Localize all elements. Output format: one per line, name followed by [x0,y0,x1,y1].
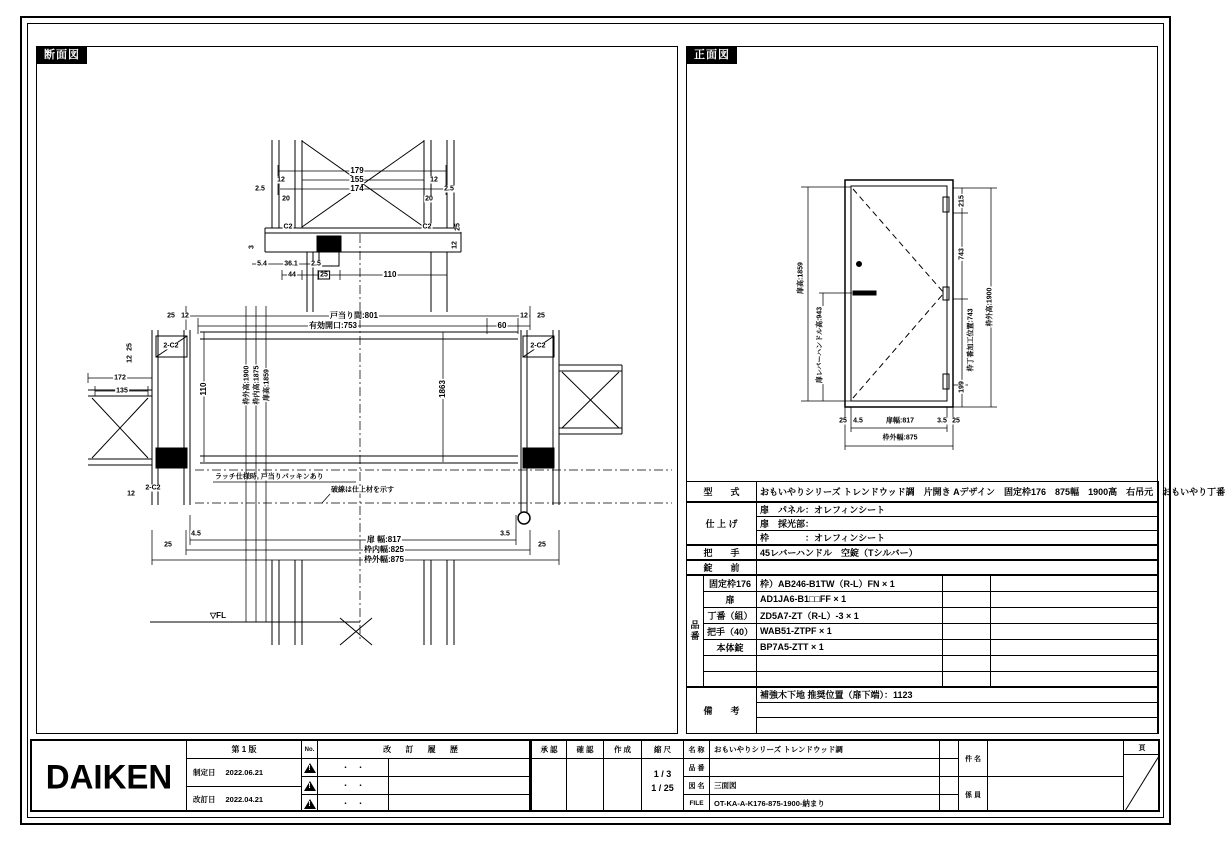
dim-label: 12 [181,312,189,320]
dim-label: 25 [952,417,960,425]
spec-part-extra [991,575,1159,591]
dim-label: 4.5 [853,417,863,425]
spare-cell [940,759,959,777]
page-diagonal-line [1124,755,1160,812]
dim-label: 扉 幅:817 [366,535,402,544]
revision-history-desc [389,759,530,777]
dim-label: 扉レバーハンドル高:943 [816,306,824,384]
dim-label: 扉高:1859 [797,262,805,294]
revision-history-desc [389,777,530,795]
drawing-name-label: 図 名 [684,777,710,795]
spec-part-number: BP7A5-ZTT × 1 [757,639,943,655]
spec-part-name [704,671,757,687]
spec-part-number [757,655,943,671]
dim-label: 扉高:1859 [263,369,271,401]
dim-label: 25 [538,541,546,549]
name-label: 名 称 [684,741,710,759]
dim-label: C2 [422,223,432,231]
dim-label: 4.5 [191,530,201,538]
warning-triangle-icon: ! [304,763,316,773]
dim-label: 135 [116,387,128,395]
dim-label: 20 [425,195,433,203]
dim-label: 743 [958,248,966,260]
dim-label: 扉幅:817 [885,417,915,425]
dim-label: 174 [350,184,364,193]
dim-label: 枠外高:1900 [986,287,994,327]
dim-label: 5.4 [257,260,267,268]
drawing-name-value: 三面図 [710,777,940,795]
spec-part-number: 枠）AB246-B1TW（R-L）FN × 1 [757,575,943,591]
dim-label: 1863 [438,380,447,398]
dim-label: 枠外高:1900 [243,365,251,405]
dim-label: 25 [537,312,545,320]
dim-label: 25 [839,417,847,425]
dim-label: 60 [497,321,507,330]
spec-part-extra [943,575,991,591]
spec-part-extra [991,591,1159,607]
scale-value-2: 1 / 25 [651,783,674,794]
revised-date-value: 2022.04.21 [225,795,264,804]
dim-label: 2-C2 [163,342,179,350]
spec-finish-door-light: 扉 採光部： [757,517,1159,531]
dim-label: 12 [430,176,438,184]
enacted-date-value: 2022.06.21 [225,768,264,777]
spec-part-extra [943,639,991,655]
dim-label: ▽FL [210,611,226,620]
name-value: おもいやりシリーズ トレンドウッド調 [710,741,940,759]
revision-history-date: ・ ・ [318,795,389,812]
check-header: 確 認 [567,741,604,759]
dim-label: 12 [126,355,134,363]
dim-label: C2 [283,223,293,231]
dim-label: 3.5 [937,417,947,425]
spec-part-number: WAB51-ZTPF × 1 [757,623,943,639]
section-view-tab: 断面図 [37,47,87,64]
dim-label: 破線は仕上材を示す [331,486,394,494]
spec-part-extra [943,607,991,623]
approval-cell [532,759,567,812]
spec-part-name: 丁番（組） [704,607,757,623]
author-header: 作 成 [604,741,642,759]
spec-part-name: 本体錠 [704,639,757,655]
dim-label: 2-C2 [530,342,546,350]
subject-label: 件 名 [959,741,988,777]
dim-label: 枠内幅:825 [363,545,405,554]
front-view-tab: 正面図 [687,47,737,64]
product-number-value [710,759,940,777]
dim-label: 戸当り間:801 [329,311,379,320]
dim-label: 110 [199,382,208,396]
dim-label: 2.5 [255,185,265,193]
revised-date-label: 改訂日 [193,795,216,804]
spec-part-extra [991,623,1159,639]
dim-label: 12 [277,176,285,184]
revision-no-cell [302,795,318,812]
dim-label: 12 [127,490,135,498]
spare-cell [940,777,959,795]
warning-triangle-icon: ! [304,799,316,809]
file-label: FILE [684,795,710,812]
subject-value [988,741,1124,777]
dim-label: 2.5 [444,185,454,193]
author-cell [604,759,642,812]
revision-history-date: ・ ・ [318,759,389,777]
front-view-panel [686,46,1225,734]
spec-handle-value: 45レバーハンドル 空錠（Tシルバー） [757,545,1159,560]
revision-history-desc [389,795,530,812]
dim-label: 3 [248,245,256,249]
section-view-panel [36,46,678,734]
product-number-label: 品 番 [684,759,710,777]
dim-label: 12 [451,241,459,249]
spec-part-number [757,671,943,687]
dim-label: 155 [350,175,364,184]
dim-label: 2.5 [311,260,321,268]
spec-finish-frame: 枠 ：オレフィンシート [757,531,1159,546]
dim-label: ラッチ仕様時, 戸当りパッキンあり [215,473,324,481]
dim-label: 有効開口:753 [308,321,358,330]
approval-header: 承 認 [532,741,567,759]
check-cell [567,759,604,812]
dim-label: 179 [350,166,364,175]
spec-part-name: 扉 [704,591,757,607]
warning-triangle-icon: ! [304,781,316,791]
page-header: 頁 [1124,741,1160,755]
dim-label: 枠内高:1875 [253,365,261,405]
dim-label: 25 [126,343,134,351]
spec-note [757,702,1159,717]
spare-cell [940,795,959,812]
spec-part-extra [943,655,991,671]
spec-notes-label: 備 考 [687,687,757,733]
dim-label: 枠外幅:875 [363,555,405,564]
spec-part-name [704,655,757,671]
spec-finish-label: 仕 上 げ [687,502,757,546]
dim-label: 199 [958,381,966,393]
revision-history-header: 改 訂 履 歴 [318,741,530,759]
spec-note [757,717,1159,733]
spec-finish-door-panel: 扉 パネル：オレフィンシート [757,502,1159,517]
enacted-date-label: 制定日 [193,768,216,777]
spec-part-name: 把手（40） [704,623,757,639]
spec-lock-label: 錠 前 [687,560,757,575]
spec-parts-label: 品番 [687,575,704,687]
spec-part-number: ZD5A7-ZT（R-L）-3 × 1 [757,607,943,623]
dim-label: 25 [167,312,175,320]
spec-part-extra [943,623,991,639]
spec-part-extra [991,671,1159,687]
page-cell [1124,755,1160,812]
file-value: OT-KA-A-K176-875-1900-納まり [710,795,940,812]
staff-value [988,777,1124,812]
spec-part-number: AD1JA6-B1□□FF × 1 [757,591,943,607]
spec-part-extra [943,671,991,687]
spec-note: 補強木下地 推奨位置（扉下端）：1123 [757,687,1159,702]
staff-label: 係 員 [959,777,988,812]
scale-cell [642,759,684,812]
spec-part-extra [991,639,1159,655]
dim-label: 20 [282,195,290,203]
title-block [30,739,1160,812]
dim-label: 3.5 [500,530,510,538]
dim-label: 172 [114,374,126,382]
dim-label: 25 [454,223,462,231]
dim-label: 215 [958,195,966,207]
dim-label: 44 [288,271,296,279]
dim-label: 25 [320,271,328,279]
spec-lock-value [757,560,1159,575]
dim-label: 25 [164,541,172,549]
edition-header: 第 1 版 [187,741,302,759]
revision-no-header: No. [302,741,318,759]
spec-part-extra [943,591,991,607]
spec-part-extra [991,607,1159,623]
dim-label: 110 [383,270,397,279]
dim-label: 36.1 [284,260,298,268]
spec-model-label: 型 式 [687,482,757,502]
dim-label: 枠外幅:875 [882,434,918,442]
spec-part-name: 固定枠176 [704,575,757,591]
revision-no-cell [302,777,318,795]
dim-label: 12 [520,312,528,320]
spec-model-value: おもいやりシリーズ トレンドウッド調 片開き Aデザイン 固定枠176 875幅 1900高 右吊元 おもいやり丁番 [757,482,1159,502]
dim-label: 2-C2 [145,484,161,492]
scale-header: 縮 尺 [642,741,684,759]
scale-value-1: 1 / 3 [653,769,672,779]
revision-history-date: ・ ・ [318,777,389,795]
revision-no-cell [302,759,318,777]
spare-cell [940,741,959,759]
dim-label: 枠丁番加工位置:743 [967,308,975,372]
daiken-logo: DAIKEN [45,756,173,796]
spec-part-extra [991,655,1159,671]
spec-handle-label: 把 手 [687,545,757,560]
spec-table [686,481,1225,734]
